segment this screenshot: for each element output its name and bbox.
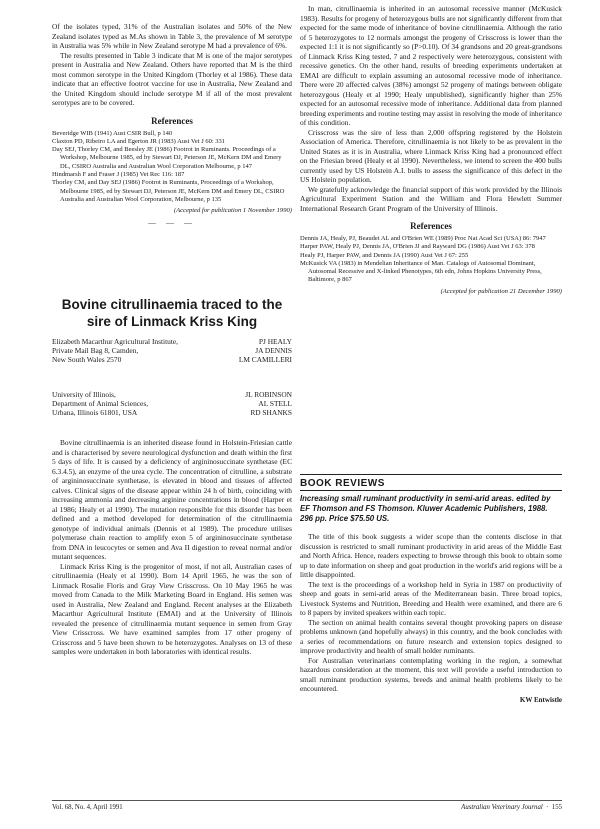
affiliation-row <box>52 399 292 408</box>
book-review-body <box>300 532 562 704</box>
page-footer <box>52 800 562 811</box>
title-line: sire of Linmack Kriss King <box>86 314 258 329</box>
reference-item: Harper PAW, Healy PJ, Dennis JA, O'Brien JJ and Rayward DG (1986) Aust Vet J 63: 378 <box>300 243 535 251</box>
paragraph: The text is the proceedings of a workshop held in Syria in 1987 on productivity of sheep and goats in semi-arid areas of the Mediterranean basin. Three broad topics, Livestock Systems and Nutrition, Breeding and Health were examined, and there are 6 to 8 papers by invited speakers within each topic. <box>300 579 562 617</box>
title-line: Bovine citrullinaemia traced to the <box>61 297 283 312</box>
paragraph: For Australian veterinarians contemplating working in the region, a somewhat hazardous consideration at the moment, this text will provide a useful introduction to small ruminant production systems, breeds and animal health problems likely to be encountered. <box>300 655 562 693</box>
reference-item: Healy PJ, Harper PAW, and Dennis JA (1990) Aust Vet J 67: 255 <box>300 251 469 259</box>
book-reviews-heading: BOOK REVIEWS <box>300 478 385 489</box>
book-review-title: Increasing small ruminant productivity in semi-arid areas. edited by EF Thomson and FS Thomson. Kluwer Academic Publishers, 1988. 296 pp. Price $75.50 US. <box>300 494 551 523</box>
paragraph: Crisscross was the sire of less than 2,000 offspring registered by the Holstein Association of America. Therefore, citrullinaemia is not likely to be as prevalent in the United States as it is in Australia, where Linmack Kriss King had a pronounced effect on the Friesian breed (Healy et al 1990). Nevertheless, we intend to screen the 400 bulls currently used by US Holstein A.I. bulls to assess the significance of this defect in the US Holstein population. <box>300 127 562 184</box>
affiliation-block <box>52 390 292 418</box>
reference-item: Day SEJ, Thorley CM, and Beesley JE (1986) Footrot in Ruminants. Proceedings of a Workshop, Melbourne 1985, ed by Stewart DJ, Peterson JE, McKern DM and Emery DL, CSIRO Australia and Australian Wool Corporation Melbourne, p 147 <box>52 146 282 170</box>
section-separator: — — — <box>148 218 196 228</box>
author-name: AL STELL <box>258 399 292 409</box>
section-rule <box>300 490 562 491</box>
paragraph: Bovine citrullinaemia is an inherited disease found in Holstein-Friesian cattle and is characterised by severe neurological dysfunction and death within the first 5 days of life. It is caused by a deficiency of argininosuccinate synthetase (EC 6.3.4.5), an enzyme of the urea cycle. The concentration of citrulline, a substrate of argininosuccinate synthetase, is elevated in blood and tissues of affected calves. Clinical signs of the disease appear within 24 h of birth, coinciding with increasing ammonia and decreasing arginine concentrations in blood (Harper et al 1986; Healy et al 1990). The mutation responsible for this disorder has been defined and a method developed for determination of the citrullinaemia genotype of individual animals (Dennis et al 1989). The procedure utilises polymerase chain reaction to amplify exon 5 of argininosuccinate synthetase from DNA in leucocytes or semen and Ava II digestion to reveal normal and/or mutant sequences. <box>52 438 292 561</box>
affiliation-block <box>52 337 292 365</box>
author-name: JA DENNIS <box>255 346 292 356</box>
institution-line: New South Wales 2570 <box>52 355 122 365</box>
right-column-top <box>300 4 562 297</box>
references-heading: References <box>151 115 193 126</box>
page-number: 155 <box>551 804 562 811</box>
affiliation-row <box>52 408 292 417</box>
article-body <box>52 438 292 657</box>
reference-item: McKusick VA (1983) in Mendelian Inheritance of Man. Catalogs of Autosomal Dominant, Autosomal Recessive and X-linked Phenotypes, 6th edn, Johns Hopkins University Press, Baltimore, p 867 <box>300 259 542 284</box>
footer-right: Australian Veterinary Journal · 155 <box>461 804 562 811</box>
affiliation-row <box>52 337 292 346</box>
reference-item: Beveridge WIB (1941) Aust CSIR Bull, p 140 <box>52 129 173 137</box>
paragraph: The section on animal health contains several thought provoking papers on disease problems unknown (and hopefully always) in this country, and the book concludes with a series of recommendations on future research and extension topics designed to improve productivity and health of small holder ruminants. <box>300 617 562 655</box>
references-heading: References <box>410 221 452 231</box>
paragraph: Of the isolates typed, 31% of the Australian isolates and 50% of the New Zealand isolates typed as M.As shown in Table 3, the prevalence of M serotype in Australia was 5% while in New Zealand serotype M had a prevalence of 6%. <box>52 22 292 50</box>
institution-line: Private Mail Bag 8, Camden, <box>52 346 139 356</box>
left-column-top <box>52 22 292 227</box>
journal-issue: Vol. 68, No. 4, April 1991 <box>52 804 123 811</box>
paragraph: We gratefully acknowledge the financial support of this work provided by the Illinois Agricultural Experiment Station and the William and Flora Hewlett Summer International Research Grant Program of the University of Illinois. <box>300 184 562 213</box>
institution-line: Urbana, Illinois 61801, USA <box>52 408 138 418</box>
reference-item: Hindmarsh F and Fraser J (1985) Vet Rec 116: 187 <box>52 170 185 178</box>
reference-item: Dennis JA, Healy, PJ, Beaudet AL and O'Brien WE (1989) Proc Nat Acad Sci (USA) 86: 7947 <box>300 235 546 242</box>
reference-item: Claxton PD, Ribeiro LA and Egerton JR (1983) Aust Vet J 60: 331 <box>52 137 226 145</box>
affiliation-row <box>52 390 292 399</box>
author-name: RD SHANKS <box>250 408 292 418</box>
paragraph: In man, citrullinaemia is inherited in an autosomal recessive manner (McKusick 1983). Results for progeny of heterozygous bulls are not significantly different from that expected for the same mode of inheritance of bovine citrullinaemia. Although the ratio of 5 heterozygotes to 12 normals amongst the progeny of Crisscross is lower than the expected 1:1 it is not significantly so (P>0.10). Of 34 grandsons and 20 great-grandsons of Linmack Kriss King tested, 7 and 2 respectively were heterozygous, consistent with recessive genetics. On the other hand, results of breeding experiments undertaken at EMAI are difficult to explain assuming an autosomal recessive mode of inheritance. There were 20 affected calves (38%) amongst 52 progeny of matings between obligate heterozygous (Healy et al 1990; Healy unpublished), significantly higher than 25% expected for an autosomal recessive mode of inheritance. Additional data from planned breeding experiments and routine testing may assist in resolving the mode of inheritance of this condition. <box>300 4 562 127</box>
institution-line: Elizabeth Macarthur Agricultural Institute, <box>52 337 179 346</box>
article-title <box>52 296 292 330</box>
affiliation-row <box>52 346 292 355</box>
author-name: JL ROBINSON <box>245 390 292 399</box>
section-rule <box>300 474 562 475</box>
affiliation-row <box>52 355 292 364</box>
author-name: LM CAMILLERI <box>238 355 292 365</box>
reference-item: Thorley CM, and Day SEJ (1986) Footrot in Ruminants, Proceedings of a Workshop, Melbourne 1985, ed by Stewart DJ, Peterson JE, McKern DM and Emery DL, CSIRO Australia and Australian Wool Corporation, Melbourne, p 135 <box>52 179 285 203</box>
author-name: PJ HEALY <box>258 337 292 346</box>
journal-name: Australian Veterinary Journal <box>461 804 543 811</box>
accepted-note: (Accepted for publication 21 December 1990) <box>440 287 562 295</box>
paragraph: The title of this book suggests a wider scope than the contents disclose in that discussion is restricted to small ruminant productivity in arid areas of the Middle East and North Africa. Hence, readers expecting to browse through this book to obtain some up to date information on sheep and goat production in the world's arid regions will be a little disappointed. <box>300 532 562 579</box>
paragraph: Linmack Kriss King is the progenitor of most, if not all, Australian cases of citrullinaemia (Healy et al 1990). Born 14 April 1965, he was the son of Linmack Rosalie Floris and Gray View Crisscross. On 10 May 1965 he was moved from Canada to the Milk Marketing Board in England. His semen was used in Australia, New Zealand and England. Recent analyses at the Elizabeth Macarthur Agricultural Institute (EMAI) and at the University of Illinois revealed the presence of citrullinaemia mutant sequence in semen from Gray View Crisscross. We have examined samples from 17 other progeny of Crisscross and 5 have been shown to be heterozygotes. Analyses on 13 of these samples were undertaken in both laboratories with identical results. <box>52 561 292 656</box>
reviewer-signature: KW Entwistle <box>519 695 562 704</box>
paragraph: The results presented in Table 3 indicate that M is one of the major serotypes present in Australia and New Zealand. Others have reported that M is the third most common serotype in the United Kingdom (Thorley et al 1986). These data indicate that an effective footrot vaccine for use in Australia, New Zealand and the United Kingdom should include serotype M if all of the most prevalent serotypes are to be covered. <box>52 50 292 107</box>
institution-line: University of Illinois, <box>52 390 116 399</box>
institution-line: Department of Animal Sciences, <box>52 399 149 409</box>
accepted-note: (Accepted for publication 1 November 1990) <box>173 207 292 215</box>
